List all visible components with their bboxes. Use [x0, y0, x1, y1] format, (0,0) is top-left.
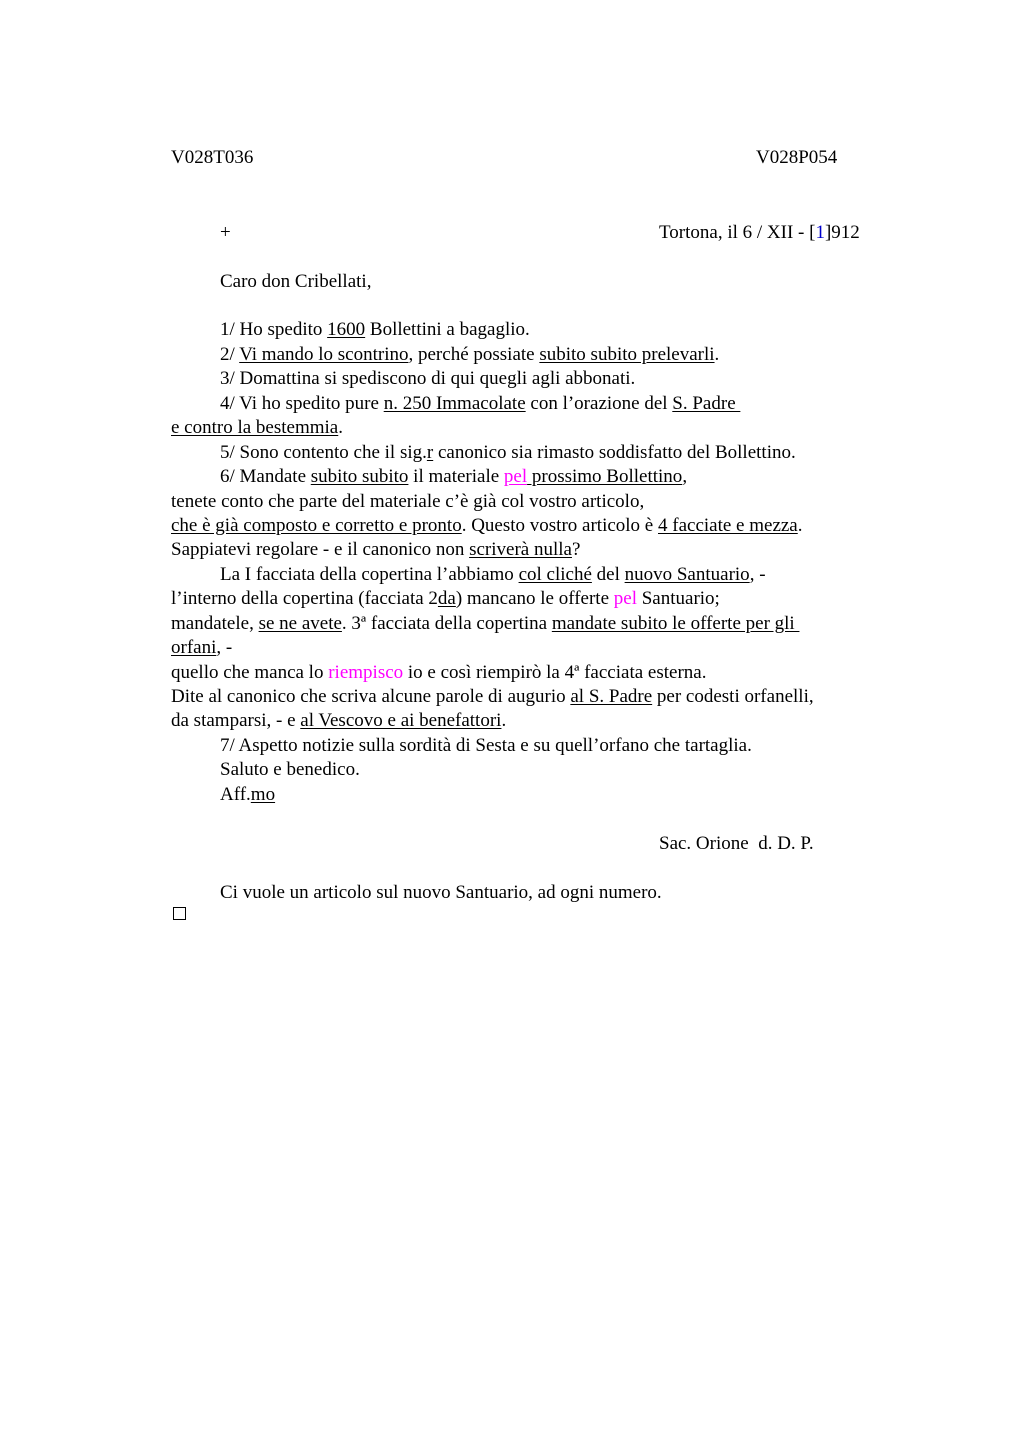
body-line-4-text: La I facciata della copertina l’abbiamo: [220, 564, 519, 585]
item-4-underlined-3: e contro la bestemmia: [171, 417, 339, 438]
document-code-right: V028P054: [756, 147, 838, 168]
item-4-line-1: [220, 392, 740, 416]
body-line-5-text-end: Santuario;: [636, 588, 720, 609]
item-6-text-mid: il materiale: [408, 466, 504, 487]
item-6-underlined-1: subito subito: [310, 466, 409, 487]
letter-date: [659, 221, 860, 245]
item-6: [220, 465, 687, 489]
item-4-line-2: [171, 416, 343, 440]
item-2-text-end: .: [714, 344, 720, 365]
item-6-highlighted-pel: pel: [503, 466, 528, 487]
body-line-7-text: , -: [216, 637, 233, 658]
body-line-2-text-end: .: [797, 515, 803, 536]
item-4-text-mid: con l’orazione del: [525, 393, 673, 414]
item-2-underlined-1: Vi mando lo scontrino: [239, 344, 409, 365]
body-line-9-underlined: al S. Padre: [570, 686, 653, 707]
body-line-5: [171, 587, 720, 611]
body-line-9: [171, 685, 814, 709]
item-5-text-end: canonico sia rimasto soddisfatto del Bollettino.: [433, 442, 796, 463]
date-prefix: Tortona, il 6 / XII - [: [659, 222, 816, 243]
body-line-1: tenete conto che parte del materiale c’è già col vostro articolo,: [171, 491, 645, 512]
item-2: [220, 343, 719, 367]
body-line-9-text-end: per codesti orfanelli,: [652, 686, 814, 707]
date-suffix: ]912: [824, 222, 860, 243]
item-2-underlined-2: subito subito prelevarli: [539, 344, 715, 365]
body-line-8-text: quello che manca lo: [171, 662, 329, 683]
item-1-text-end: Bollettini a bagaglio.: [365, 319, 530, 340]
signature: Sac. Orione d. D. P.: [659, 833, 814, 854]
body-line-4-text-end: , -: [749, 564, 766, 585]
item-7: 7/ Aspetto notizie sulla sordità di Sesta e su quell’orfano che tartaglia.: [220, 735, 752, 756]
cross-symbol: +: [220, 222, 231, 243]
item-1-text: 1/ Ho spedito: [220, 319, 328, 340]
item-4-underlined-1: n. 250 Immacolate: [383, 393, 526, 414]
body-line-2: [171, 514, 803, 538]
affmo-underlined: mo: [250, 784, 276, 805]
body-line-4-underlined-1: col cliché: [518, 564, 592, 585]
body-line-5-underlined: da: [437, 588, 456, 609]
body-line-4: [220, 563, 766, 587]
body-line-8-text-end: io e così riempirò la 4ª facciata esterna.: [403, 662, 707, 683]
body-line-10-text: da stamparsi, - e: [171, 710, 301, 731]
item-3: [220, 367, 635, 391]
body-line-10-text-end: .: [501, 710, 507, 731]
body-line-7: [171, 636, 232, 660]
closing-affmo: [220, 783, 275, 807]
item-5-text: 5/ Sono contento che il sig.: [220, 442, 427, 463]
body-line-3-underlined: scriverà nulla: [469, 539, 572, 560]
item-4-underlined-2: S. Padre: [672, 393, 741, 414]
body-line-3: [171, 538, 580, 562]
body-line-3-text-end: ?: [571, 539, 581, 560]
body-line-2-underlined-2: 4 facciate e mezza: [658, 515, 798, 536]
body-line-6-text-mid: . 3ª facciata della copertina: [341, 613, 552, 634]
item-5-underlined: r: [426, 442, 434, 463]
body-line-5-highlighted-pel: pel: [613, 588, 637, 609]
body-line-2-text: . Questo vostro articolo è: [461, 515, 658, 536]
item-3-text: 3/ Domattina si spediscono di qui quegli agli abbonati.: [220, 368, 636, 389]
body-line-8: [171, 661, 706, 685]
body-line-4-underlined-2: nuovo Santuario: [624, 564, 750, 585]
item-1-underlined: 1600: [327, 319, 366, 340]
item-5: [220, 441, 796, 465]
document-code-left: V028T036: [171, 147, 254, 168]
item-6-text-end: ,: [682, 466, 688, 487]
item-2-text: 2/: [220, 344, 240, 365]
item-4-text-end: .: [338, 417, 343, 438]
item-6-text: 6/ Mandate: [220, 466, 311, 487]
body-line-6: [171, 612, 799, 636]
body-line-6-text: mandatele,: [171, 613, 259, 634]
body-line-5-text-mid: ) mancano le offerte: [455, 588, 614, 609]
body-line-8-highlighted-riempisco: riempisco: [328, 662, 404, 683]
item-6-underlined-2: prossimo Bollettino: [527, 466, 683, 487]
affmo-text: Aff.: [220, 784, 251, 805]
body-line-6-underlined-2: mandate subito le offerte per gli: [551, 613, 800, 634]
item-2-text-mid: , perché possiate: [408, 344, 540, 365]
date-bracket-number: 1: [815, 222, 825, 243]
closing-greeting: Saluto e benedico.: [220, 759, 360, 780]
item-4-text: 4/ Vi ho spedito pure: [220, 393, 384, 414]
body-line-5-text: l’interno della copertina (facciata 2: [171, 588, 438, 609]
body-line-4-text-mid: del: [591, 564, 625, 585]
checkbox-square-icon: [173, 907, 186, 920]
body-line-3-text: Sappiatevi regolare - e il canonico non: [171, 539, 470, 560]
body-line-9-text: Dite al canonico che scriva alcune parole di augurio: [171, 686, 571, 707]
body-line-6-underlined-1: se ne avete: [258, 613, 342, 634]
body-line-10-underlined: al Vescovo e ai benefattori: [300, 710, 502, 731]
postscript: Ci vuole un articolo sul nuovo Santuario, ad ogni numero.: [220, 882, 662, 903]
body-line-10: [171, 709, 506, 733]
item-1: [220, 318, 530, 342]
body-line-2-underlined-1: che è già composto e corretto e pronto: [171, 515, 462, 536]
body-line-7-underlined: orfani: [171, 637, 217, 658]
salutation: Caro don Cribellati,: [220, 271, 372, 292]
